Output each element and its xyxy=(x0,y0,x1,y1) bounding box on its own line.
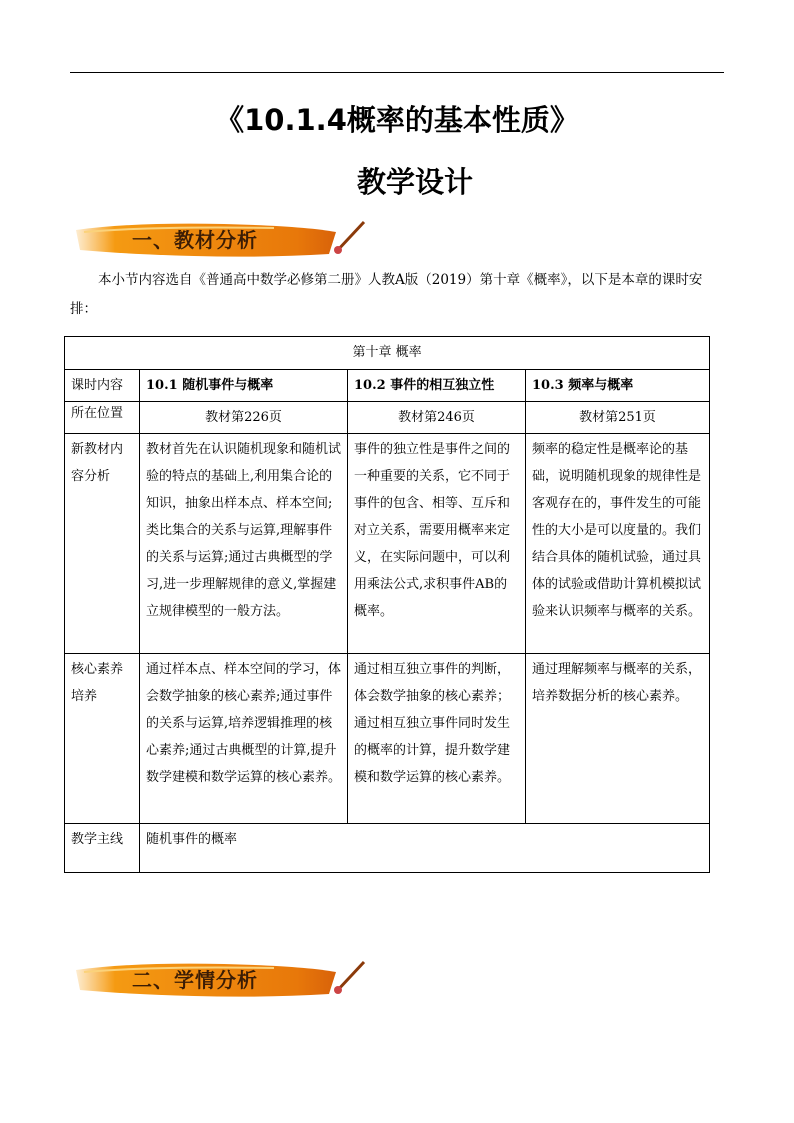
table-cell: 通过样本点、样本空间的学习，体会数学抽象的核心素养;通过事件的关系与运算,培养逻辑推理的核心素养;通过古典概型的计算,提升数学建模和数学运算的核心素养。 xyxy=(140,654,348,824)
table-cell: 随机事件的概率 xyxy=(140,824,710,873)
header-rule xyxy=(70,72,724,73)
table-row xyxy=(65,434,710,654)
table-cell: 事件的独立性是事件之间的一种重要的关系，它不同于事件的包含、相等、互斥和对立关系，需要用概率来定义，在实际问题中，可以利用乘法公式,求积事件AB的概率。 xyxy=(348,434,526,654)
table-cell: 10.1 随机事件与概率 xyxy=(140,370,348,402)
table-cell: 教材第251页 xyxy=(526,402,710,434)
table-cell: 教材首先在认识随机现象和随机试验的特点的基础上,利用集合论的知识，抽象出样本点、样本空间;类比集合的关系与运算,理解事件的关系与运算;通过古典概型的学习,进一步理解规律的意义,掌握建立规律模型的一般方法。 xyxy=(140,434,348,654)
document-subtitle: 教学设计 xyxy=(356,165,473,199)
lesson-schedule-table xyxy=(64,336,710,873)
row-label: 教学主线 xyxy=(65,824,140,873)
row-label: 核心素养培养 xyxy=(65,654,140,824)
table-row xyxy=(65,654,710,824)
section-banner-student-analysis xyxy=(74,958,374,1002)
intro-paragraph: 本小节内容选自《普通高中数学必修第二册》人教A版（2019）第十章《概率》，以下是本章的课时安排： xyxy=(70,272,703,317)
chapter-header: 第十章 概率 xyxy=(65,337,710,370)
section-label: 二、学情分析 xyxy=(132,968,258,992)
table-cell: 教材第246页 xyxy=(348,402,526,434)
table-row xyxy=(65,402,710,434)
section-banner-textbook-analysis xyxy=(74,218,374,262)
table-row xyxy=(65,337,710,370)
table-cell: 10.2 事件的相互独立性 xyxy=(348,370,526,402)
row-label: 课时内容 xyxy=(65,370,140,402)
section-label: 一、教材分析 xyxy=(132,228,258,252)
table-cell: 通过理解频率与概率的关系，培养数据分析的核心素养。 xyxy=(526,654,710,824)
table-cell: 通过相互独立事件的判断，体会数学抽象的核心素养；通过相互独立事件同时发生的概率的计算，提升数学建模和数学运算的核心素养。 xyxy=(348,654,526,824)
table-row xyxy=(65,370,710,402)
table-cell: 10.3 频率与概率 xyxy=(526,370,710,402)
table-cell: 频率的稳定性是概率论的基础，说明随机现象的规律性是客观存在的，事件发生的可能性的大小是可以度量的。我们结合具体的随机试验，通过具体的试验或借助计算机模拟试验来认识频率与概率的关系。 xyxy=(526,434,710,654)
row-label: 所在位置 xyxy=(65,402,140,434)
table-cell: 教材第226页 xyxy=(140,402,348,434)
document-title: 《10.1.4概率的基本性质》 xyxy=(215,103,579,137)
table-row xyxy=(65,824,710,873)
row-label: 新教材内容分析 xyxy=(65,434,140,654)
